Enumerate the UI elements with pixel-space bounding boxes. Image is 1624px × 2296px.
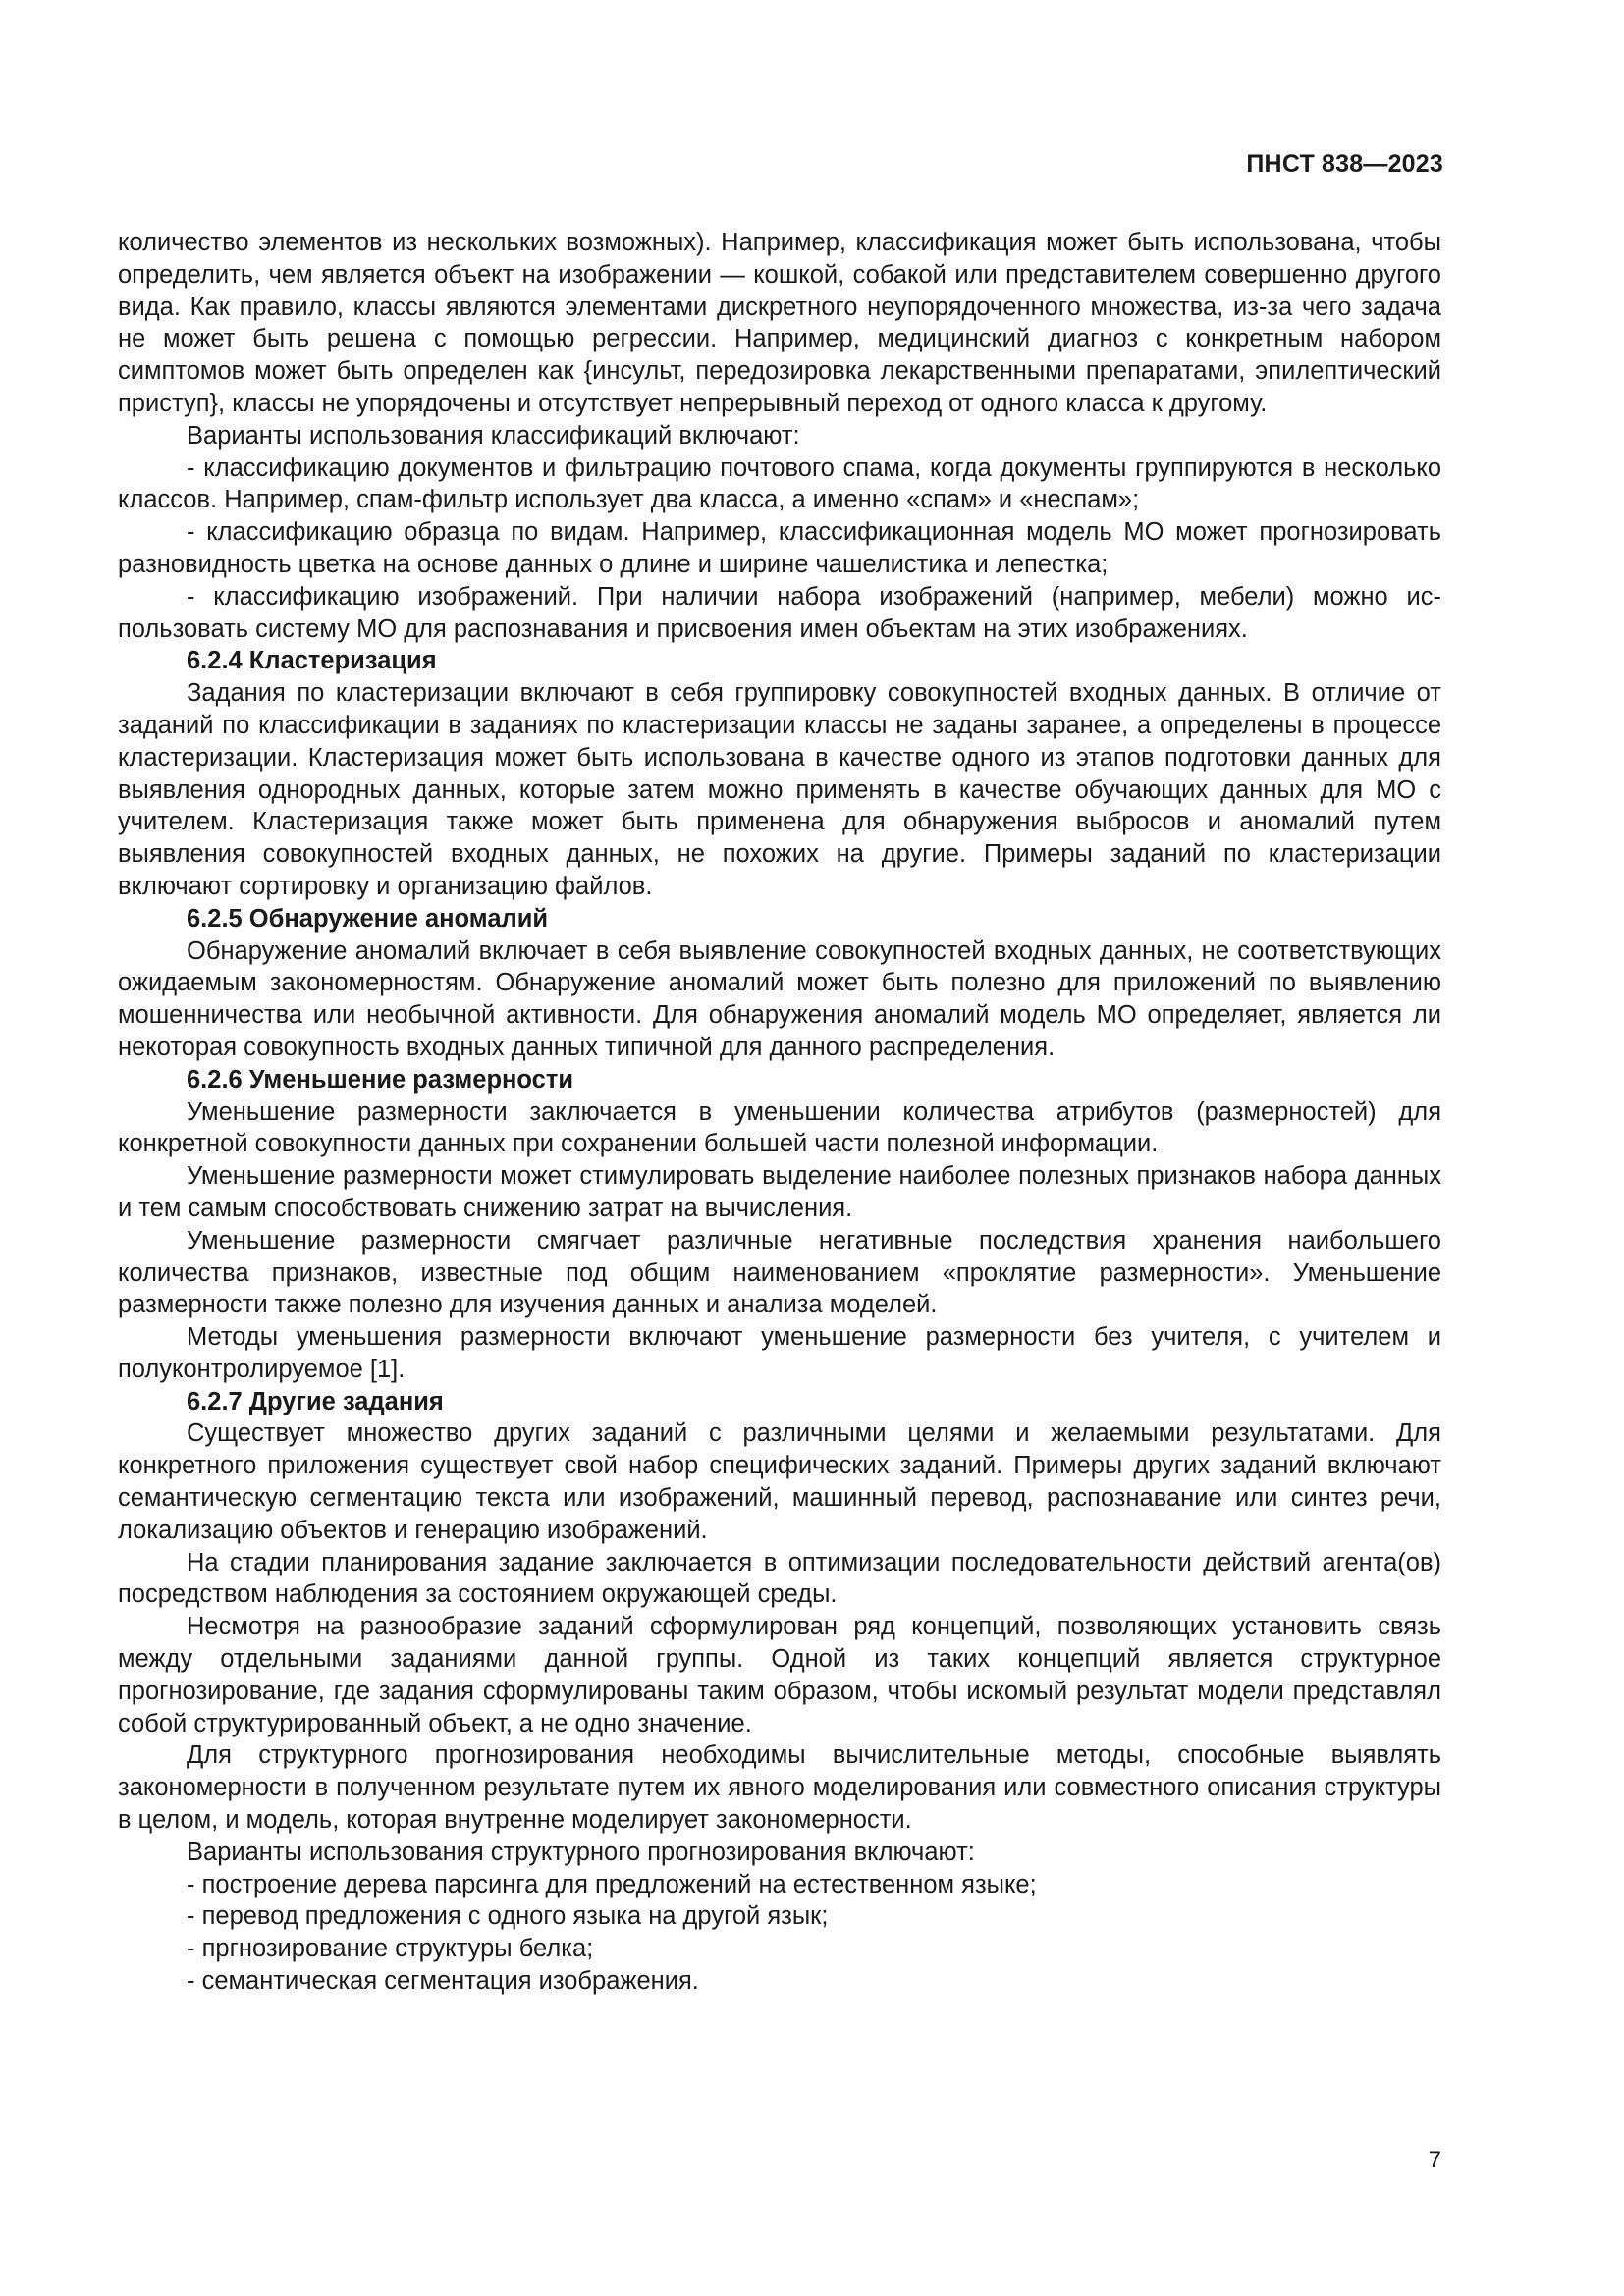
section-heading-6-2-4: 6.2.4 Кластеризация	[187, 647, 437, 675]
list-item: - семантическая сегментация изображения.	[187, 1967, 699, 1996]
list-item: - классификацию изображений. При наличии набора изображений (например, мебели) можно использовать систему МО для распознавания и присвоения имен объектам на этих изображениях.	[118, 582, 1441, 643]
paragraph: Варианты использования структурного прогнозирования включают:	[187, 1838, 975, 1866]
section-heading-6-2-5: 6.2.5 Обнаружение аномалий	[187, 904, 549, 933]
section-heading-6-2-6: 6.2.6 Уменьшение размерности	[187, 1065, 574, 1094]
list-item: - перевод предложения с одного языка на другой язык;	[187, 1902, 829, 1931]
paragraph: Уменьшение размерности заключается в уменьшении количества атрибутов (размерностей) для конкретной совокупности данных при сохранении большей части полезной информации.	[118, 1097, 1441, 1158]
paragraph: На стадии планирования задание заключается в оптимизации последовательности действий агента(ов) посредством наблюдения за состоянием окружающей среды.	[118, 1548, 1441, 1609]
paragraph: Методы уменьшения размерности включают уменьшение размерности без учителя, с учителем и полуконтролируемое [1].	[118, 1323, 1441, 1383]
document-code: ПНСТ 838—2023	[1246, 150, 1443, 178]
paragraph: Варианты использования классификаций включают:	[187, 421, 800, 450]
paragraph: Несмотря на разнообразие заданий сформулирован ряд концепций, позволяющих установить связь между отдельными заданиями данной группы. Одной из таких концепций является структурное прогнозирование, где задания сформулированы таким образом, чтобы искомый результат модели представлял собой структурированный объект, а не одно значение.	[118, 1613, 1441, 1737]
list-item: - классификацию образца по видам. Например, классификационная модель МО может прогнозировать разновидность цветка на основе данных о длине и ширине чашелистика и лепестка;	[118, 518, 1441, 578]
paragraph: Задания по кластеризации включают в себя группировку совокупностей входных данных. В отличие от заданий по классификации в заданиях по кластеризации классы не заданы заранее, а определены в процессе кластеризации. Кластеризация может быть использована в качестве одного из этапов подготовки данных для выявления однородных данных, которые затем можно применять в качестве обучающих данных для МО с учителем. Кластеризация также может быть применена для обнаружения выбросов и аномалий путем выявления совокупностей входных данных, не похожих на другие. Примеры заданий по кластеризации включают сортировку и организацию файлов.	[118, 679, 1441, 900]
page-content	[118, 227, 1441, 1998]
list-item: - классификацию документов и фильтрацию почтового спама, когда документы группируются в несколько классов. Например, спам-фильтр использует два класса, а именно «спам» и «неспам»;	[118, 454, 1441, 514]
paragraph: Для структурного прогнозирования необходимы вычислительные методы, способные выявлять закономерности в полученном результате путем их явного моделирования или совместного описания структуры в целом, и модель, которая внутренне моделирует закономерности.	[118, 1741, 1441, 1835]
paragraph: Обнаружение аномалий включает в себя выявление совокупностей входных данных, не соответствующих ожидаемым закономерностям. Обнаружение аномалий может быть полезно для приложений по выявлению мошенничества или необычной активности. Для обнаружения аномалий модель МО определяет, является ли некоторая совокупность входных данных типичной для данного распределения.	[118, 936, 1441, 1061]
paragraph: Существует множество других заданий с различными целями и желаемыми результатами. Для конкретного приложения существует свой набор специфических заданий. Примеры других заданий включают семантическую сегментацию текста или изображений, машинный перевод, распознавание или синтез речи, локализацию объектов и генерацию изображений.	[118, 1419, 1441, 1544]
paragraph: Уменьшение размерности может стимулировать выделение наиболее полезных признаков набора данных и тем самым способствовать снижению затрат на вычисления.	[118, 1162, 1441, 1222]
list-item: - пргнозирование структуры белка;	[187, 1935, 594, 1963]
list-item: - построение дерева парсинга для предложений на естественном языке;	[187, 1870, 1037, 1898]
page-number: 7	[1428, 2147, 1441, 2173]
section-heading-6-2-7: 6.2.7 Другие задания	[187, 1387, 444, 1415]
paragraph: количество элементов из нескольких возможных). Например, классификация может быть использована, чтобы определить, чем является объект на изображении — кошкой, собакой или представителем совершенно другого вида. Как правило, классы являются элементами дискретного неупорядоченного множества, из-за чего задача не может быть решена с помощью регрессии. Например, медицинский диагноз с конкретным набором симптомов может быть определен как {инсульт, передозировка лекарственными препаратами, эпилептический приступ}, классы не упорядочены и отсутствует непрерывный переход от одного класса к другому.	[118, 229, 1441, 417]
paragraph: Уменьшение размерности смягчает различные негативные последствия хранения наибольшего количества признаков, известные под общим наименованием «проклятие размерности». Уменьшение размерности также полезно для изучения данных и анализа моделей.	[118, 1226, 1441, 1319]
